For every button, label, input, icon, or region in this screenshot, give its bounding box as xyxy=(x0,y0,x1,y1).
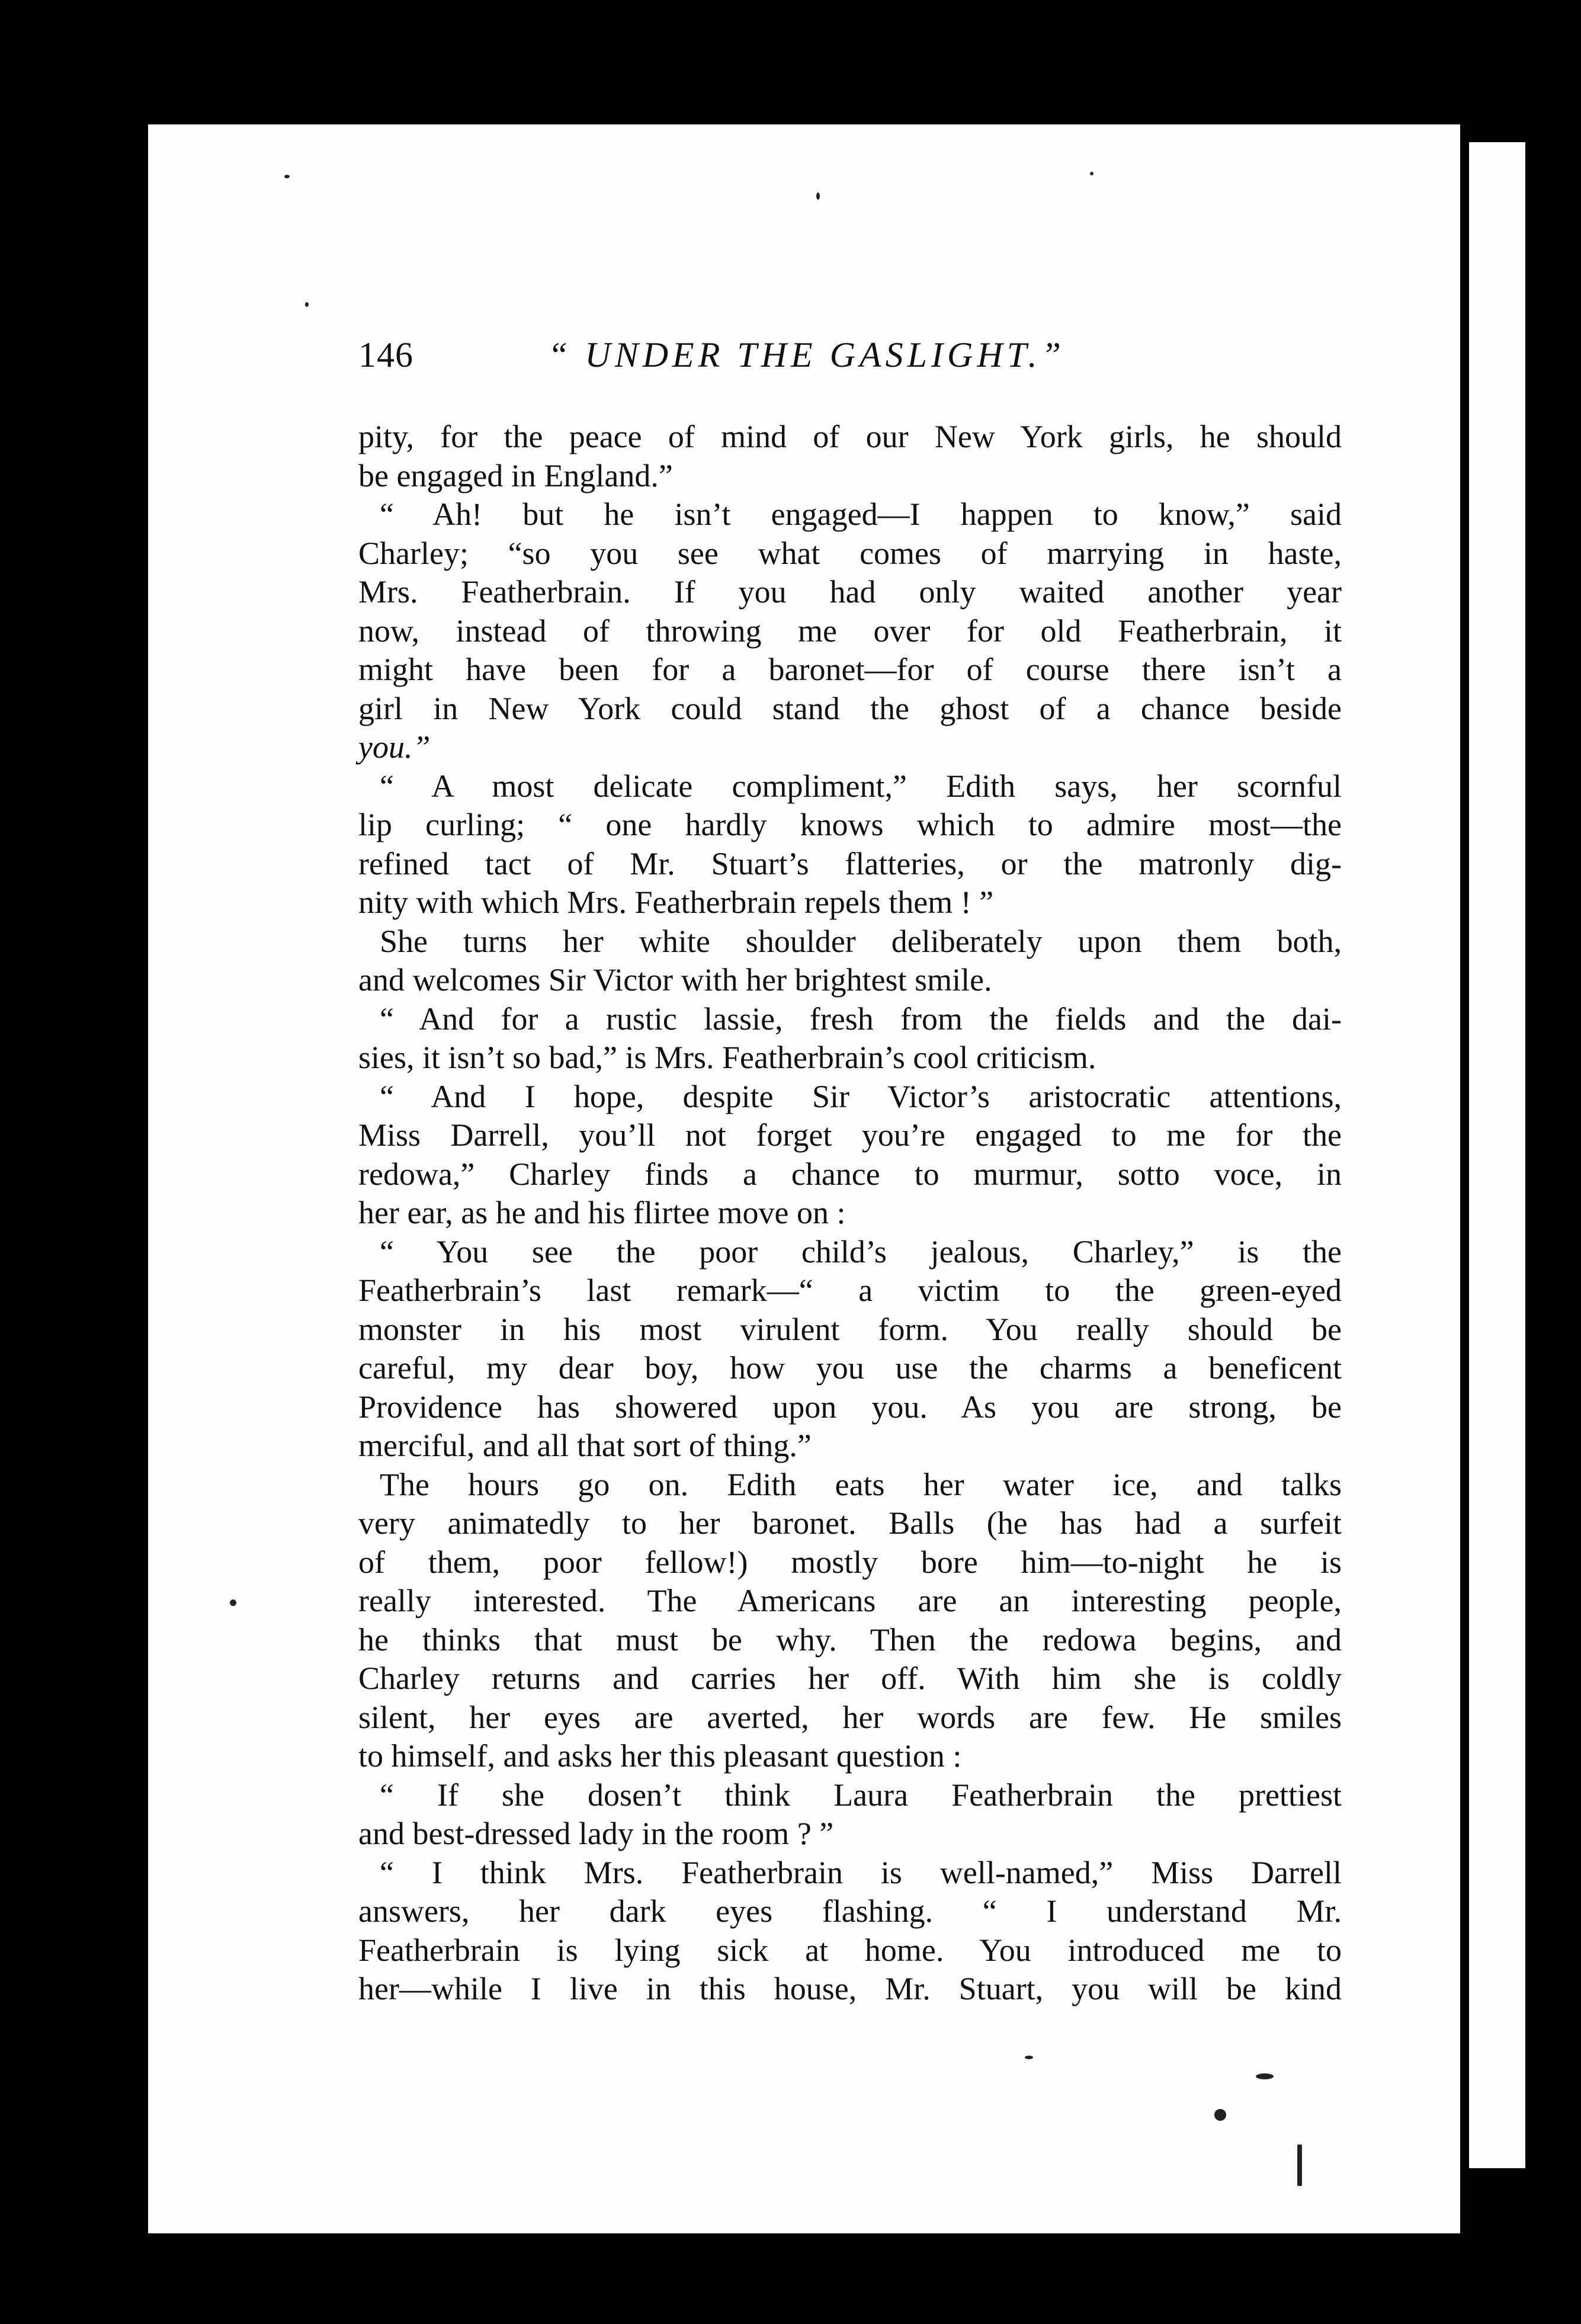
scan-speck xyxy=(1214,2109,1226,2121)
text-line: her ear, as he and his flirtee move on : xyxy=(358,1195,846,1230)
text-line: sies, it isn’t so bad,” is Mrs. Featherbrain’s cool criticism. xyxy=(358,1040,1096,1075)
scan-speck xyxy=(1025,2056,1033,2059)
text-line: very animatedly to her baronet. Balls (he has had a surfeit xyxy=(358,1505,1342,1541)
page-number: 146 xyxy=(358,335,413,374)
text-line: monster in his most virulent form. You really should be xyxy=(358,1311,1342,1347)
text-line: silent, her eyes are averted, her words are few. He smiles xyxy=(358,1699,1342,1735)
text-line: now, instead of throwing me over for old Featherbrain, it xyxy=(358,613,1342,649)
text-line: “ I think Mrs. Featherbrain is well-named,” Miss Darrell xyxy=(380,1854,1342,1890)
text-line: careful, my dear boy, how you use the charms a beneficent xyxy=(358,1350,1342,1386)
body-text xyxy=(358,418,1342,2009)
text-line: She turns her white shoulder deliberately upon them both, xyxy=(380,923,1342,959)
text-line: Featherbrain’s last remark—“ a victim to the green-eyed xyxy=(358,1272,1342,1308)
text-line: The hours go on. Edith eats her water ice, and talks xyxy=(380,1466,1342,1502)
text-line: “ Ah! but he isn’t engaged—I happen to know,” said xyxy=(380,496,1342,532)
text-line: “ If she dosen’t think Laura Featherbrain the prettiest xyxy=(380,1777,1342,1813)
text-line: “ A most delicate compliment,” Edith says, her scornful xyxy=(380,768,1342,804)
scan-speck xyxy=(1090,172,1093,175)
text-line: you.” xyxy=(358,729,431,765)
page-edge-strip xyxy=(1469,142,1525,2168)
text-line: and best-dressed lady in the room ? ” xyxy=(358,1816,834,1851)
text-line: Featherbrain is lying sick at home. You introduced me to xyxy=(358,1932,1342,1968)
text-line: might have been for a baronet—for of course there isn’t a xyxy=(358,652,1342,687)
text-line: to himself, and asks her this pleasant question : xyxy=(358,1738,962,1774)
text-line: of them, poor fellow!) mostly bore him—to-night he is xyxy=(358,1544,1342,1580)
text-line: Miss Darrell, you’ll not forget you’re engaged to me for the xyxy=(358,1117,1342,1153)
text-line: merciful, and all that sort of thing.” xyxy=(358,1428,812,1463)
text-line: Charley returns and carries her off. With him she is coldly xyxy=(358,1661,1342,1696)
text-line: Charley; “so you see what comes of marrying in haste, xyxy=(358,535,1342,571)
scan-speck xyxy=(1297,2145,1302,2186)
text-line: “ You see the poor child’s jealous, Charley,” is the xyxy=(380,1233,1342,1270)
page-header xyxy=(358,335,1359,388)
text-line: be engaged in England.” xyxy=(358,457,673,493)
text-line: answers, her dark eyes flashing. “ I understand Mr. xyxy=(358,1893,1342,1929)
text-line: and welcomes Sir Victor with her brightest smile. xyxy=(358,962,992,998)
text-line: her—while I live in this house, Mr. Stuart, you will be kind xyxy=(358,1971,1342,2006)
text-line: Providence has showered upon you. As you are strong, be xyxy=(358,1389,1342,1425)
text-line: lip curling; “ one hardly knows which to admire most—the xyxy=(358,807,1342,842)
text-line: “ And for a rustic lassie, fresh from the fields and the dai- xyxy=(380,1001,1342,1037)
text-line: “ And I hope, despite Sir Victor’s aristocratic attentions, xyxy=(380,1078,1342,1114)
scan-speck xyxy=(305,302,309,307)
text-line: really interested. The Americans are an interesting people, xyxy=(358,1583,1342,1618)
running-title: “ UNDER THE GASLIGHT.” xyxy=(548,335,1065,374)
text-line: refined tact of Mr. Stuart’s flatteries, or the matronly dig- xyxy=(358,845,1342,881)
scan-speck xyxy=(284,175,290,178)
text-line: he thinks that must be why. Then the redowa begins, and xyxy=(358,1621,1342,1658)
text-line: pity, for the peace of mind of our New York girls, he should xyxy=(358,419,1342,454)
text-line: redowa,” Charley finds a chance to murmur, sotto voce, in xyxy=(358,1156,1342,1192)
scan-speck xyxy=(816,193,820,200)
text-line: nity with which Mrs. Featherbrain repels them ! ” xyxy=(358,884,994,920)
scan-speck xyxy=(230,1599,236,1606)
text-line: Mrs. Featherbrain. If you had only waited another year xyxy=(358,574,1342,610)
text-line: girl in New York could stand the ghost of a chance beside xyxy=(358,690,1342,726)
scan-speck xyxy=(1256,2073,1274,2079)
